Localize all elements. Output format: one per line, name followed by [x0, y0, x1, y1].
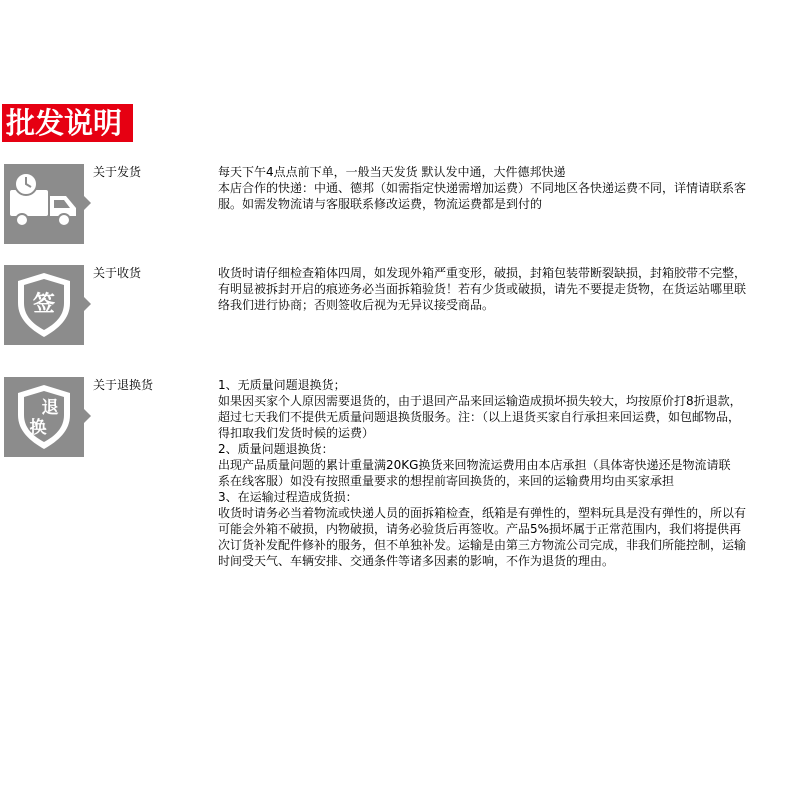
text-line: 系在线客服）如没有按照重量要求的想捏前寄回换货的，来回的运输费用均由买家承担: [218, 474, 675, 488]
arrow-pointer: [84, 297, 91, 311]
section-text: [218, 377, 793, 569]
return-glyph: 退: [41, 398, 59, 418]
text-line: 时间受天气、车辆安排、交通条件等诸多因素的影响，不作为退货的理由。: [218, 554, 615, 568]
text-line: 出现产品质量问题的累计重量满20KG换货来回物流运费用由本店承担（具体寄快递还是物流请联: [218, 458, 731, 472]
text-line: 每天下午4点点前下单，一般当天发货 默认发中通，大件德邦快递: [218, 165, 566, 179]
section-label: 关于发货: [93, 165, 142, 179]
text-line: 次订货补发配件修补的服务，但不单独补发。运输是由第三方物流公司完成，非我们所能控制，运输: [218, 538, 747, 552]
section-label: 关于收货: [93, 266, 142, 280]
text-line: 收货时请仔细检查箱体四周，如发现外箱严重变形，破损，封箱包装带断裂缺损，封箱胶带不完整，: [218, 266, 747, 280]
exchange-glyph: 换: [29, 418, 47, 438]
delivery-truck-icon: [4, 164, 84, 244]
page-title: 批发说明: [6, 106, 123, 140]
sign-shield-icon: [4, 265, 84, 345]
text-line: 收货时请务必当着物流或快递人员的面拆箱检查，纸箱是有弹性的，塑料玩具是没有弹性的，所以有: [218, 506, 747, 520]
return-shield-icon: [4, 377, 84, 457]
text-line: 超过七天我们不提供无质量问题退换货服务。注：（以上退货买家自行承担来回运费，如包邮物品，: [218, 410, 741, 424]
sign-glyph: 签: [32, 292, 56, 317]
title-banner: [2, 104, 133, 142]
text-line: 如果因买家个人原因需要退货的，由于退回产品来回运输造成损坏损失较大，均按原价打8折退款，: [218, 394, 742, 408]
text-line: 络我们进行协商；否则签收后视为无异议接受商品。: [218, 298, 495, 312]
text-line: 服。如需发物流请与客服联系修改运费，物流运费都是到付的: [218, 197, 543, 211]
arrow-pointer: [84, 409, 91, 423]
text-line: 1、无质量问题退换货；: [218, 378, 346, 392]
text-line: 3、在运输过程造成货损：: [218, 490, 358, 504]
section-label: 关于退换货: [93, 378, 154, 392]
text-line: 得扣取我们发货时候的运费）: [218, 426, 375, 440]
text-line: 2、质量问题退换货：: [218, 442, 334, 456]
arrow-pointer: [84, 196, 91, 210]
text-line: 可能会外箱不破损，内物破损，请务必验货后再签收。产品5%损坏属于正常范围内，我们将提供再: [218, 522, 742, 536]
text-line: 本店合作的快递：中通、德邦（如需指定快递需增加运费）不同地区各快递运费不同，详情请联系客: [218, 181, 747, 195]
section-text: [218, 265, 793, 313]
text-line: 有明显被拆封开启的痕迹务必当面拆箱验货！若有少货或破损，请先不要提走货物，在货运站哪里联: [218, 282, 747, 296]
section-text: [218, 164, 793, 212]
